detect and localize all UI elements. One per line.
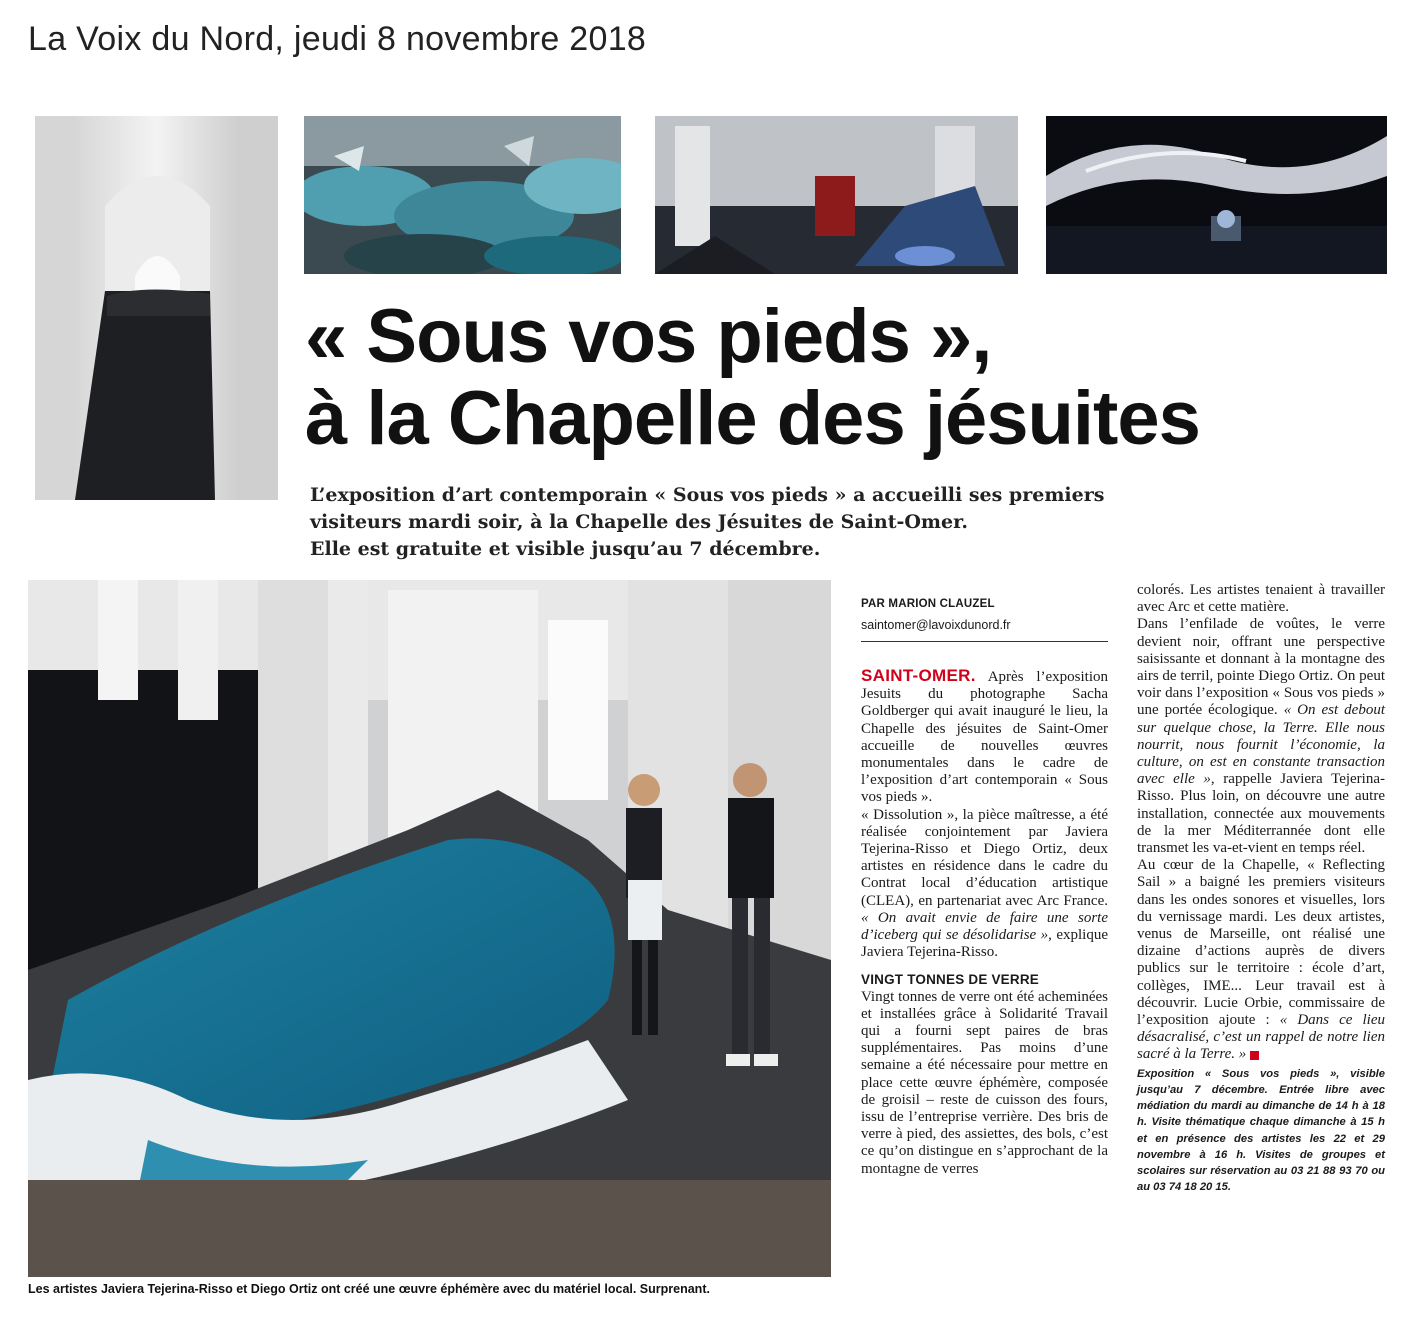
photo-caption: Les artistes Javiera Tejerina-Risso et Diego Ortiz ont créé une œuvre éphémère avec du matériel local. Surprenant. (28, 1282, 710, 1296)
quote-terre: « On est debout sur quelque chose, la Terre. Elle nous nourrit, nous fournit l’économie, la culture, on est en constante transaction avec elle » (1137, 702, 1385, 788)
photo-chapel-visitors (655, 116, 1018, 274)
headline-line-2: à la Chapelle des jésuites (305, 376, 1200, 461)
article-body-column-1 (861, 667, 1108, 1178)
paragraph-dissolution: « Dissolution », la pièce maîtresse, a été réalisée conjointement par Javiera Tejerina-Risso et Diego Ortiz, deux artistes en résidence dans le cadre du Contrat local d’éducation artistique (CLEA), en partenariat avec Arc France. « On avait envie de faire une sorte d’iceberg qui se désolidarise », explique Javiera Tejerina-Risso. (861, 806, 1108, 961)
exhibition-info: Exposition « Sous vos pieds », visible jusqu’au 7 décembre. Entrée libre avec médiation du mardi au dimanche de 14 h à 18 h. Visite thématique chaque dimanche à 15 h et en présence des artistes les 22 et 29 novembre à 16 h. Visites de groupes et scolaires sur réservation au 03 21 88 93 70 ou au 03 74 18 20 15. (1137, 1067, 1385, 1194)
paragraph-intro: SAINT-OMER. Après l’exposition Jesuits du photographe Sacha Goldberger qui avait inauguré le lieu, la Chapelle des jésuites de Saint-Omer accueille de nouvelles œuvres monumentales dans le cadre de l’exposition d’art contemporain « Sous vos pieds ». (861, 666, 1108, 806)
photo-chapel-arch (35, 116, 278, 500)
paragraph-vingt-tonnes: Vingt tonnes de verre ont été acheminées et installées grâce à Solidarité Travail qui a fourni sept paires de bras supplémentaires. Pas moins d’une semaine a été nécessaire pour mettre en place cette œuvre éphémère, composée de groisil – reste de cuisson des fours, issu de l’entreprise verrière. Des bris de verre à pied, des assiettes, des bols, c’est ce qu’on distingue en s’approchant de la montagne de verres (861, 988, 1108, 1177)
quote-lien-sacre: « Dans ce lieu désacralisé, c’est un rappel de notre lien sacré à la Terre. » (1137, 1012, 1385, 1063)
end-mark-icon (1250, 1051, 1259, 1060)
subhead-vingt-tonnes: VINGT TONNES DE VERRE (861, 972, 1039, 988)
lede (310, 482, 1390, 563)
photo-glass-shards (304, 116, 621, 274)
lede-line-2: visiteurs mardi soir, à la Chapelle des Jésuites de Saint-Omer. (310, 511, 968, 533)
quote-iceberg: « On avait envie de faire une sorte d’iceberg qui se désolidarise » (861, 909, 1108, 944)
lede-line-3: Elle est gratuite et visible jusqu’au 7 décembre. (310, 538, 821, 560)
lede-line-1: L’exposition d’art contemporain « Sous vos pieds » a accueilli ses premiers (310, 484, 1105, 506)
paragraph-colores: colorés. Les artistes tenaient à travailler avec Arc et cette matière. (1137, 582, 1385, 616)
source-line: La Voix du Nord, jeudi 8 novembre 2018 (28, 20, 647, 58)
photo-reflecting-sail (1046, 116, 1387, 274)
paragraph-reflecting-sail: Au cœur de la Chapelle, « Reflecting Sail » a baigné les premiers visiteurs dans les ondes sonores et visuelles, lors du vernissage mardi. Les deux artistes, venus de Marseille, ont réalisé une dizaine d’actions auprès de divers publics sur le territoire : école d’art, collèges, IME... Leur travail est à découvrir. Lucie Orbie, commissaire de l’exposition ajoute : « Dans ce lieu désacralisé, c’est un rappel de notre lien sacré à la Terre. » (1137, 857, 1385, 1063)
photo-artists-glass-mountain (28, 580, 831, 1277)
article-body-column-2 (1137, 582, 1385, 1195)
headline (305, 296, 1385, 460)
byline-rule (861, 641, 1108, 642)
paragraph-voutes: Dans l’enfilade de voûtes, le verre devient noir, offrant une perspective saisissante et donnant à la montagne des airs de terril, pointe Diego Ortiz. On peut voir dans l’exposition « Sous vos pieds » une portée écologique. « On est debout sur quelque chose, la Terre. Elle nous nourrit, nous fournit l’économie, la culture, on est en constante transaction avec elle », rappelle Javiera Tejerina-Risso. Plus loin, on découvre une autre installation, connectée aux mouvements de la mer Méditerrannée dont elle transmet les va-et-vient en temps réel. (1137, 616, 1385, 857)
dateline: SAINT-OMER. (861, 666, 976, 685)
author-email: saintomer@lavoixdunord.fr (861, 618, 1011, 633)
article-column-1 (861, 596, 1108, 634)
headline-line-1: « Sous vos pieds », (305, 294, 992, 379)
byline: PAR MARION CLAUZEL (861, 598, 995, 610)
